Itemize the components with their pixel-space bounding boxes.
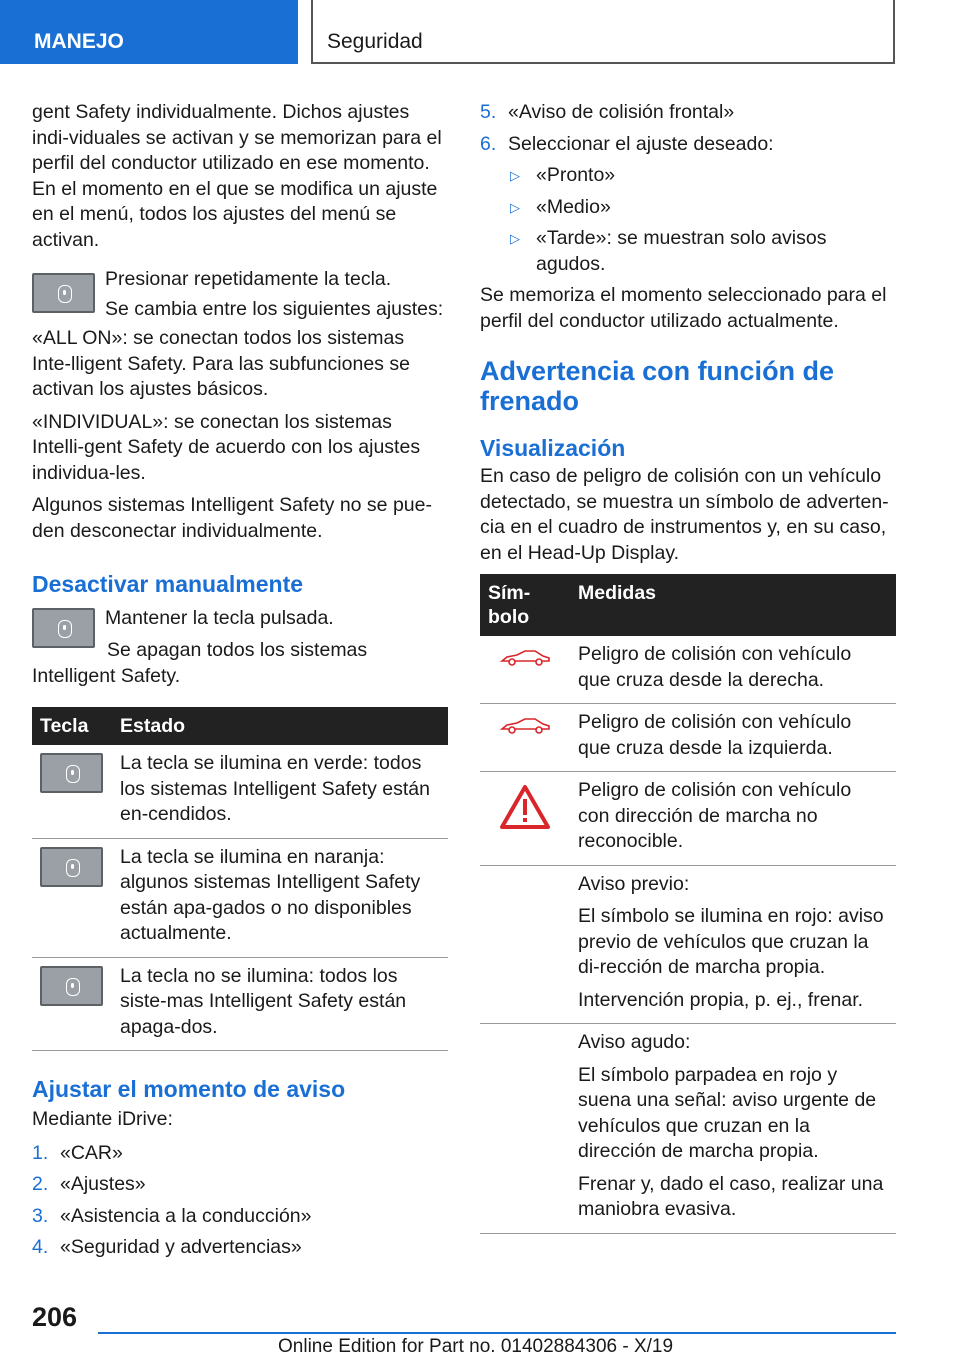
table-row (480, 865, 896, 1024)
symbol-table (480, 574, 896, 1234)
table-cell: Peligro de colisión con vehículo que cruza desde la derecha. (570, 636, 896, 704)
instruction-text: Presionar repetidamente la tecla. (105, 268, 392, 290)
warning-triangle-icon (499, 784, 551, 830)
table-cell: La tecla no se ilumina: todos los siste-mas Intelligent Safety están apaga-dos. (112, 957, 448, 1051)
intelligent-safety-key-icon (40, 966, 103, 1006)
intelligent-safety-key-icon (40, 753, 103, 793)
cell-text: Aviso previo: (578, 872, 690, 895)
table-cell: Peligro de colisión con vehículo con dirección de marcha no reconocible. (570, 772, 896, 866)
car-red-icon (499, 648, 551, 666)
footer-divider (98, 1332, 896, 1334)
car-red-icon (499, 716, 551, 734)
cell-text: Aviso agudo: (578, 1031, 691, 1053)
list-item: 4. «Seguridad y advertencias» (32, 1236, 302, 1258)
table-row (480, 704, 896, 772)
table-cell: La tecla se ilumina en naranja: algunos sistemas Intelligent Safety están apa-gados o no disponibles actualmente. (112, 838, 448, 957)
paragraph: «INDIVIDUAL»: se conectan los sistemas Intelli-gent Safety de acuerdo con los ajustes individua-les. (32, 410, 421, 484)
list-item: ▷ «Medio» (510, 195, 896, 221)
table-header: Estado (112, 707, 448, 745)
triangle-bullet-icon: ▷ (510, 168, 520, 183)
options-list (510, 163, 896, 277)
list-item: 5. «Aviso de colisión frontal» (480, 101, 735, 123)
left-column (32, 100, 448, 1267)
steps-list (480, 100, 896, 157)
instruction-text: Se cambia entre los siguientes ajustes: (105, 297, 444, 320)
list-item: ▷ «Tarde»: se muestran solo avisos agudos. (510, 226, 896, 277)
table-header: Sím-bolo (480, 574, 570, 636)
list-item: 3. «Asistencia a la conducción» (32, 1204, 312, 1227)
section-tab (0, 0, 298, 64)
table-cell (570, 1024, 896, 1234)
triangle-bullet-icon: ▷ (510, 231, 520, 246)
intelligent-safety-key-icon (32, 608, 95, 648)
cell-text: Intervención propia, p. ej., frenar. (578, 988, 864, 1011)
instruction-text: Se apagan todos los sistemas Intelligent Safety. (32, 639, 368, 687)
section-heading: Advertencia con función de frenado (480, 356, 835, 416)
subheading-visualizacion: Visualización (480, 435, 626, 461)
intelligent-safety-key-icon (40, 847, 103, 887)
table-row (480, 772, 896, 866)
table-cell (570, 865, 896, 1024)
table-row (480, 636, 896, 704)
table-header: Tecla (32, 707, 112, 745)
right-column (480, 100, 896, 1234)
key-instruction (32, 267, 448, 326)
paragraph: En caso de peligro de colisión con un vehículo detectado, se muestra un símbolo de adverten-cia en el cuadro de instrumentos y, en su caso, en el Head-Up Display. (480, 465, 889, 564)
key-state-table (32, 707, 448, 1051)
list-item: ▷ «Pronto» (510, 163, 896, 189)
paragraph: Se memoriza el momento seleccionado para el perfil del conductor utilizado actualmente. (480, 284, 887, 332)
edition-note: Online Edition for Part no. 01402884306 - X/19 (278, 1336, 674, 1357)
table-row (32, 745, 448, 838)
subheading-desactivar: Desactivar manualmente (32, 571, 304, 597)
instruction-text: Mantener la tecla pulsada. (105, 607, 334, 629)
page-number: 206 (32, 1302, 78, 1332)
subheading-ajustar: Ajustar el momento de aviso (32, 1076, 346, 1102)
steps-list (32, 1141, 448, 1261)
table-row (32, 957, 448, 1051)
list-item: 6. Seleccionar el ajuste deseado: (480, 132, 774, 155)
list-item: 2. «Ajustes» (32, 1173, 146, 1195)
table-row (480, 1024, 896, 1234)
chapter-tab (311, 0, 895, 64)
chapter-title: Seguridad (327, 30, 423, 53)
cell-text: El símbolo parpadea en rojo y suena una señal: aviso urgente de vehículos que cruzan en la dirección de marcha propia. (578, 1063, 877, 1162)
triangle-bullet-icon: ▷ (510, 199, 520, 215)
intelligent-safety-key-icon (32, 273, 95, 313)
paragraph: gent Safety individualmente. Dichos ajustes indi-viduales se activan y se memorizan para el perfil del conductor utilizado en ese momento. En el momento en el que se modifica un ajuste en el menú, todos los ajustes del menú se activan. (32, 101, 442, 251)
cell-text: El símbolo se ilumina en rojo: aviso previo de vehículos que cruzan la di-rección de marcha propia. (578, 905, 884, 978)
table-row (32, 838, 448, 957)
section-title: MANEJO (34, 30, 124, 53)
cell-text: Frenar y, dado el caso, realizar una maniobra evasiva. (578, 1172, 884, 1220)
paragraph: Mediante iDrive: (32, 1108, 173, 1130)
paragraph: Algunos sistemas Intelligent Safety no se pue-den desconectar individualmente. (32, 494, 432, 542)
table-header: Medidas (570, 574, 896, 636)
table-cell: La tecla se ilumina en verde: todos los sistemas Intelligent Safety están en-cendidos. (112, 745, 448, 838)
paragraph: «ALL ON»: se conectan todos los sistemas Inte-lligent Safety. Para las subfunciones se activan los ajustes básicos. (32, 327, 410, 400)
table-cell: Peligro de colisión con vehículo que cruza desde la izquierda. (570, 704, 896, 772)
list-item: 1. «CAR» (32, 1141, 123, 1164)
